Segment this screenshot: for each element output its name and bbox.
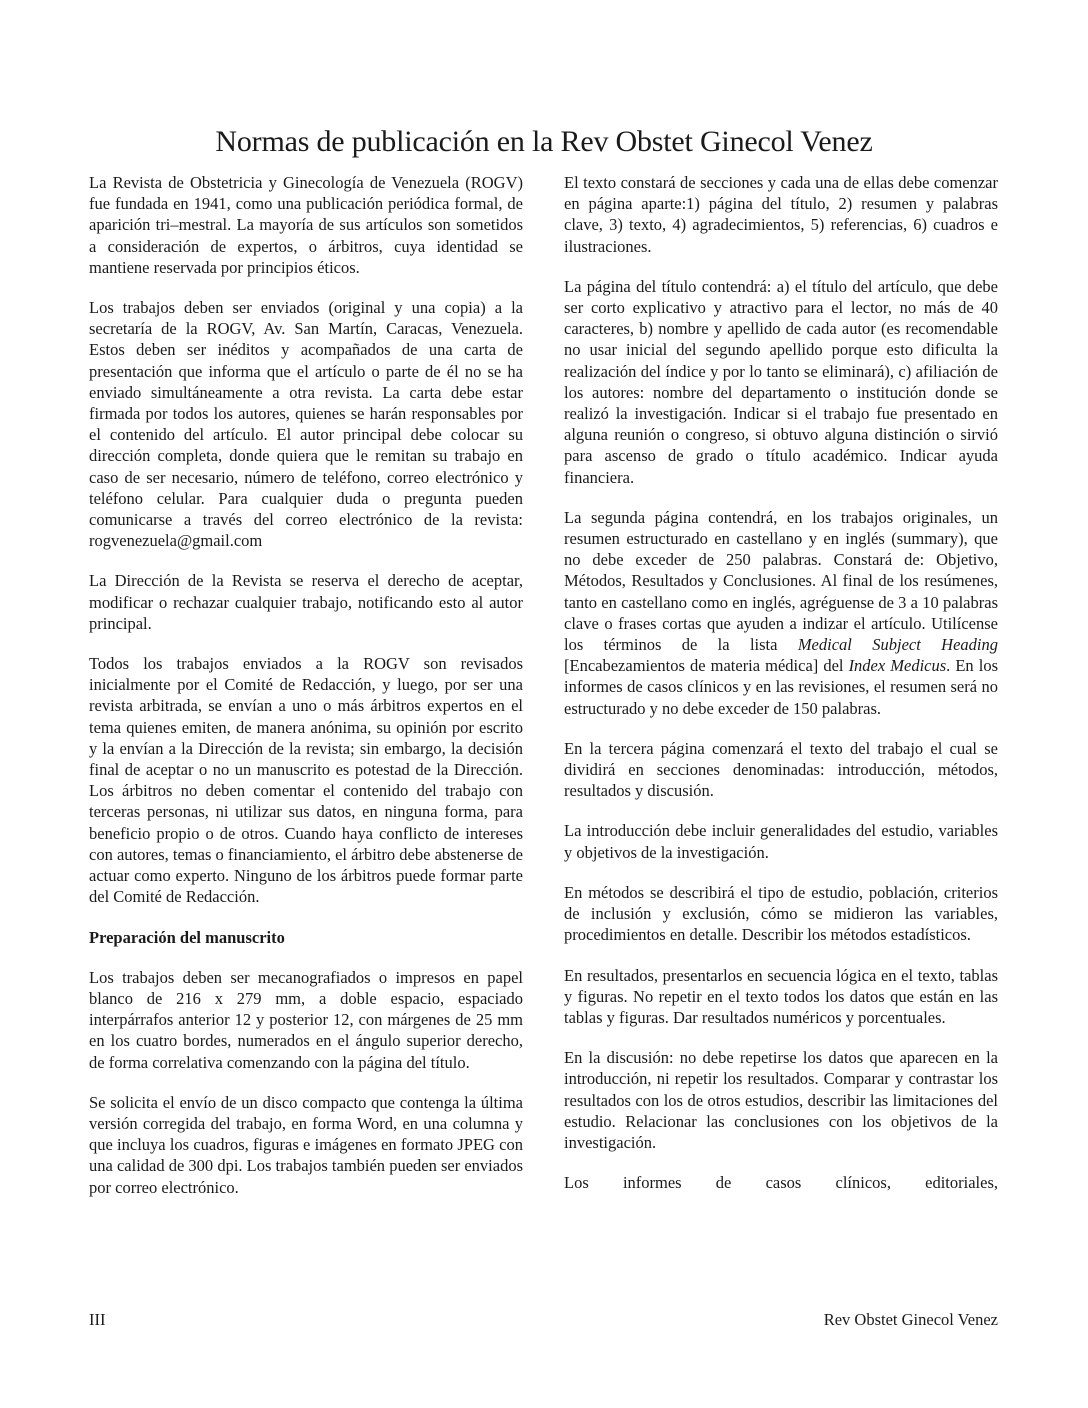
paragraph: La página del título contendrá: a) el título del artículo, que debe ser corto explicativo y atractivo para el lector, no más de 40 caracteres, b) nombre y apellido de cada autor (es recomendable no usar inicial del segundo apellido porque esto dificulta la realización del índice y por lo tanto se eliminará), c) afiliación de los autores: nombre del departamento o institución donde se realizó la investigación. Indicar si el trabajo fue presentado en alguna reunión o congreso, si obtuvo alguna distinción o sirvió para ascenso de grado o título académico. Indicar ayuda financiera.: [564, 276, 998, 487]
journal-footer: Rev Obstet Ginecol Venez: [823, 1310, 998, 1329]
paragraph: En la discusión: no debe repetirse los datos que aparecen en la introducción, ni repetir los resultados. Comparar y contrastar los resultados con los de otros estudios, describir las limitaciones del estudio. Relacionar las conclusiones con los objetivos de la investigación.: [564, 1048, 998, 1152]
page-title: Normas de publicación en la Rev Obstet Ginecol Venez: [215, 125, 873, 158]
paragraph: En resultados, presentarlos en secuencia lógica en el texto, tablas y figuras. No repetir en el texto todos los datos que están en las tablas y figuras. Dar resultados numéricos y porcentuales.: [564, 965, 998, 1027]
paragraph: El texto constará de secciones y cada una de ellas debe comenzar en página aparte:1) página del título, 2) resumen y palabras clave, 3) texto, 4) agradecimientos, 5) referencias, 6) cuadros e ilustraciones.: [564, 173, 998, 256]
paragraph: La introducción debe incluir generalidades del estudio, variables y objetivos de la investigación.: [564, 821, 998, 862]
paragraph: La Revista de Obstetricia y Ginecología de Venezuela (ROGV) fue fundada en 1941, como una publicación periódica formal, de aparición tri–mestral. La mayoría de sus artículos son sometidos a consideración de expertos, o árbitros, cuya identidad se mantiene reservada por principios éticos.: [89, 173, 523, 277]
text-run: . En los informes de casos clínicos y en las revisiones, el resumen será no estructurado y no debe exceder de 150 palabras.: [564, 656, 998, 718]
paragraph: Los trabajos deben ser enviados (original y una copia) a la secretaría de la ROGV, Av. San Martín, Caracas, Venezuela. Estos deben ser inéditos y acompañados de una carta de presentación que informa que el artículo o parte de él no se ha enviado simultáneamente a otra revista. La carta debe estar firmada por todos los autores, quienes se harán responsables por el contenido del artículo. El autor principal debe colocar su dirección completa, donde quiera que le remitan su trabajo en caso de ser necesario, número de teléfono, correo electrónico y teléfono celular. Para cualquier duda o pregunta pueden comunicarse a través del correo electrónico de la revista: rogvenezuela@gmail.com: [89, 298, 523, 551]
paragraph: Los informes de casos clínicos, editoriales,: [564, 1173, 998, 1193]
paragraph: En métodos se describirá el tipo de estudio, población, criterios de inclusión y exclusión, cómo se midieron las variables, procedimientos en detalle. Describir los métodos estadísticos.: [564, 882, 998, 945]
emphasis-index-medicus: Index Medicus: [848, 656, 947, 676]
paragraph: La Dirección de la Revista se reserva el derecho de aceptar, modificar o rechazar cualquier trabajo, notificando esto al autor principal.: [89, 571, 523, 633]
paragraph: Todos los trabajos enviados a la ROGV son revisados inicialmente por el Comité de Redacción, y luego, por ser una revista arbitrada, se envían a uno o más árbitros expertos en el tema quienes emiten, de manera anónima, su opinión por escrito y la envían a la Dirección de la revista; sin embargo, la decisión final de aceptar o no un manuscrito es potestad de la Dirección. Los árbitros no deben comentar el contenido del trabajo con terceras personas, ni utilizar sus datos, en ninguna forma, para beneficio propio o de otros. Cuando haya conflicto de intereses con autores, temas o financiamiento, el árbitro debe abstenerse de actuar como experto. Ninguno de los árbitros puede formar parte del Comité de Redacción.: [89, 654, 523, 907]
paragraph: Se solicita el envío de un disco compacto que contenga la última versión corregida del trabajo, en forma Word, en una columna y que incluya los cuadros, figuras e imágenes en formato JPEG con una calidad de 300 dpi. Los trabajos también pueden ser enviados por correo electrónico.: [89, 1092, 523, 1197]
paragraph: [564, 507, 998, 719]
text-run: [Encabezamientos de materia médica] del: [564, 656, 849, 676]
page-number: III: [89, 1310, 106, 1329]
left-column: [89, 172, 523, 1217]
emphasis-mesh: Medical Subject Heading: [797, 635, 998, 655]
paragraph: En la tercera página comenzará el texto del trabajo el cual se dividirá en secciones denominadas: introducción, métodos, resultados y discusión.: [564, 738, 998, 801]
text-run: La segunda página contendrá, en los trabajos originales, un resumen estructurado en castellano y en inglés (summary), que no debe exceder de 250 palabras. Constará de: Objetivo, Métodos, Resultados y Conclusiones. Al final de los resúmenes, tanto en castellano como en inglés, agréguense de 3 a 10 palabras clave o frases cortas que ayuden a indizar el artículo. Utilícense los términos de la lista: [564, 507, 998, 655]
right-column: [564, 172, 998, 1212]
section-heading: Preparación del manuscrito: [89, 927, 285, 947]
paragraph: Los trabajos deben ser mecanografiados o impresos en papel blanco de 216 x 279 mm, a doble espacio, espaciado interpárrafos anterior 12 y posterior 12, con márgenes de 25 mm en los cuatro bordes, numerados en el ángulo superior derecho, de forma correlativa comenzando con la página del título.: [89, 967, 523, 1072]
